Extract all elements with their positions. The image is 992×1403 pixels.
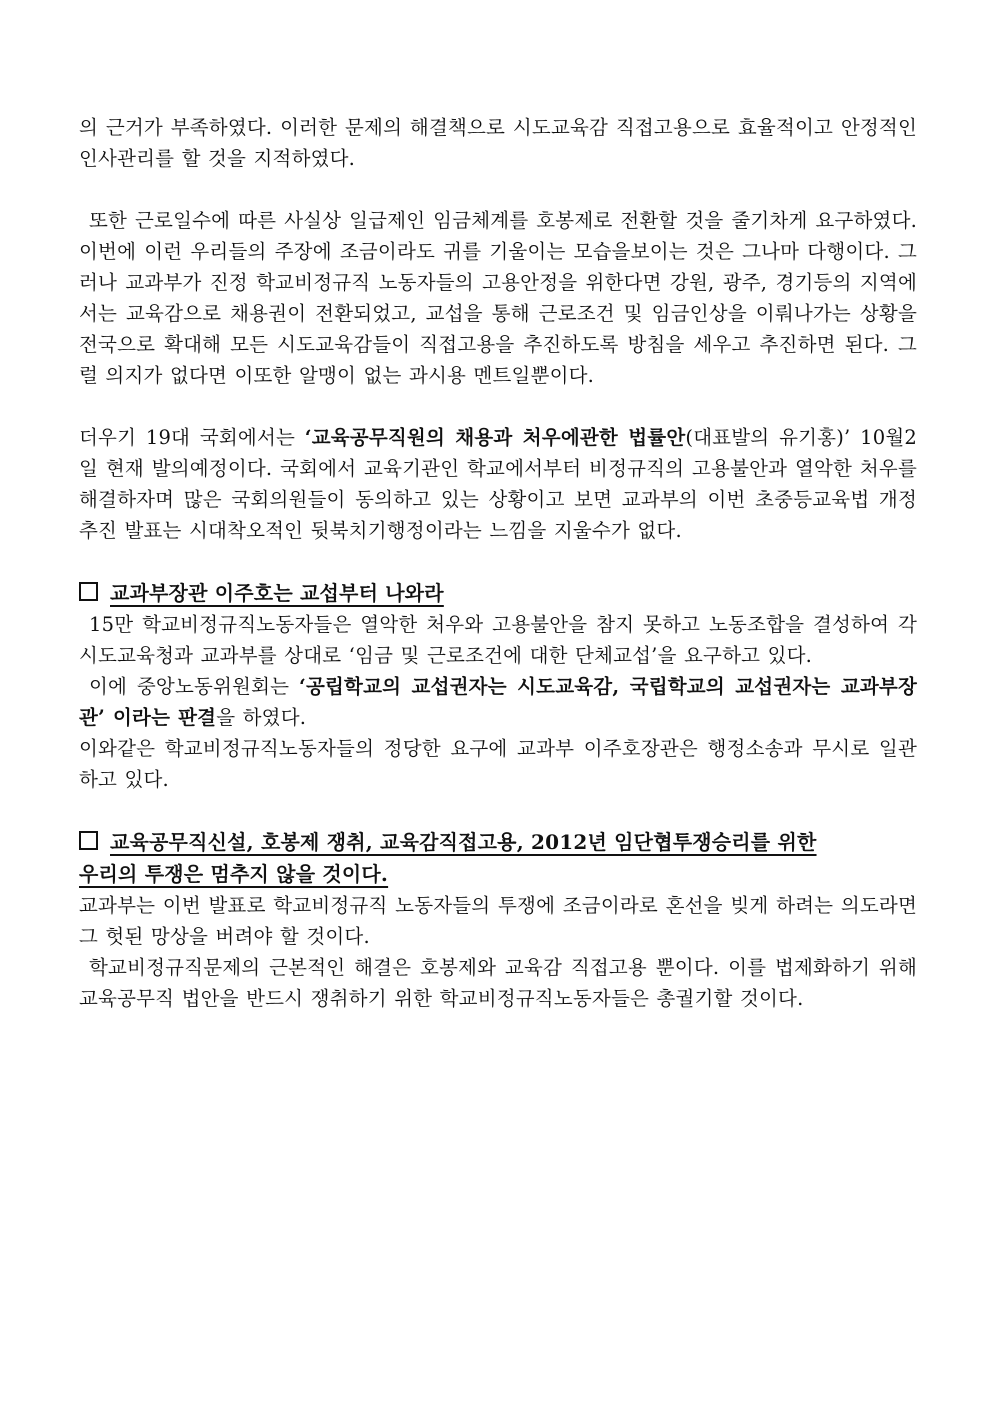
section-1-paragraph-1: 15만 학교비정규직노동자들은 열악한 처우와 고용불안을 참지 못하고 노동조합을 결성하여 각 시도교육청과 교과부를 상대로 ‘임금 및 근로조건에 대한 단체교섭’을 요구하고 있다. [79, 613, 917, 667]
section-1-paragraph-2-rest: 을 하였다. [216, 706, 307, 729]
paragraph-3-rest: (대표발의 유기홍)’ 10월2일 현재 발의예정이다. 국회에서 교육기관인 학교에서부터 비정규직의 고용불안과 열악한 처우를 해결하자며 많은 국회의원들이 동의하고 있는 상황이고 보면 교과부의 이번 초중등교육법 개정 추진 발표는 시대착오적인 뒷북치기행정이라는 느낌을 지울수가 없다. [79, 426, 917, 542]
section-2-paragraph-1: 교과부는 이번 발표로 학교비정규직 노동자들의 투쟁에 조금이라로 혼선을 빚게 하려는 의도라면 그 헛된 망상을 버려야 할 것이다. [79, 894, 917, 948]
checkbox-icon [79, 831, 98, 850]
section-1-heading [79, 577, 917, 609]
section-1-paragraph-2 [79, 671, 917, 733]
bill-title: ‘교육공무직원의 채용과 처우에관한 법률안 [304, 426, 686, 449]
section-2-heading-line-2: 우리의 투쟁은 멈추지 않을 것이다. [79, 862, 389, 886]
section-2-paragraph-2: 학교비정규직문제의 근본적인 해결은 호봉제와 교육감 직접고용 뿐이다. 이를 법제화하기 위해 교육공무직 법안을 반드시 쟁취하기 위한 학교비정규직노동자들은 총궐기할 것이다. [79, 956, 917, 1010]
section-2-heading-line-1-text: 교육공무직신설, 호봉제 쟁취, 교육감직접고용, 2012년 임단협투쟁승리를 위한 [110, 830, 817, 854]
checkbox-icon [79, 582, 98, 601]
paragraph-2: 또한 근로일수에 따른 사실상 일급제인 임금체계를 호봉제로 전환할 것을 줄기차게 요구하였다. 이번에 이런 우리들의 주장에 조금이라도 귀를 기울이는 모습을보이는 것은 그나마 다행이다. 그러나 교과부가 진정 학교비정규직 노동자들의 고용안정을 위한다면 강원, 광주, 경기등의 지역에서는 교육감으로 채용권이 전환되었고, 교섭을 통해 근로조건 및 임금인상을 이뤄나가는 상황을 전국으로 확대해 모든 시도교육감들이 직접고용을 추진하도록 방침을 세우고 추진하면 된다. 그럴 의지가 없다면 이또한 알맹이 없는 과시용 멘트일뿐이다. [79, 209, 917, 387]
section-1-paragraph-2-lead: 이에 중앙노동위원회는 [89, 675, 299, 698]
section-2-heading-line-1 [79, 830, 817, 854]
ruling-text: ‘공립학교의 교섭권자는 시도교육감, 국립학교의 교섭권자는 교과부장관’ 이라는 판결 [79, 675, 917, 729]
paragraph-3 [79, 422, 917, 546]
section-2-heading [79, 826, 917, 890]
paragraph-3-lead: 더우기 19대 국회에서는 [79, 426, 305, 449]
section-1-paragraph-3: 이와같은 학교비정규직노동자들의 정당한 요구에 교과부 이주호장관은 행정소송과 무시로 일관하고 있다. [79, 737, 917, 791]
document-body [79, 112, 917, 1014]
section-1-heading-text: 교과부장관 이주호는 교섭부터 나와라 [110, 581, 444, 605]
paragraph-1: 의 근거가 부족하였다. 이러한 문제의 해결책으로 시도교육감 직접고용으로 효율적이고 안정적인 인사관리를 할 것을 지적하였다. [79, 116, 917, 170]
